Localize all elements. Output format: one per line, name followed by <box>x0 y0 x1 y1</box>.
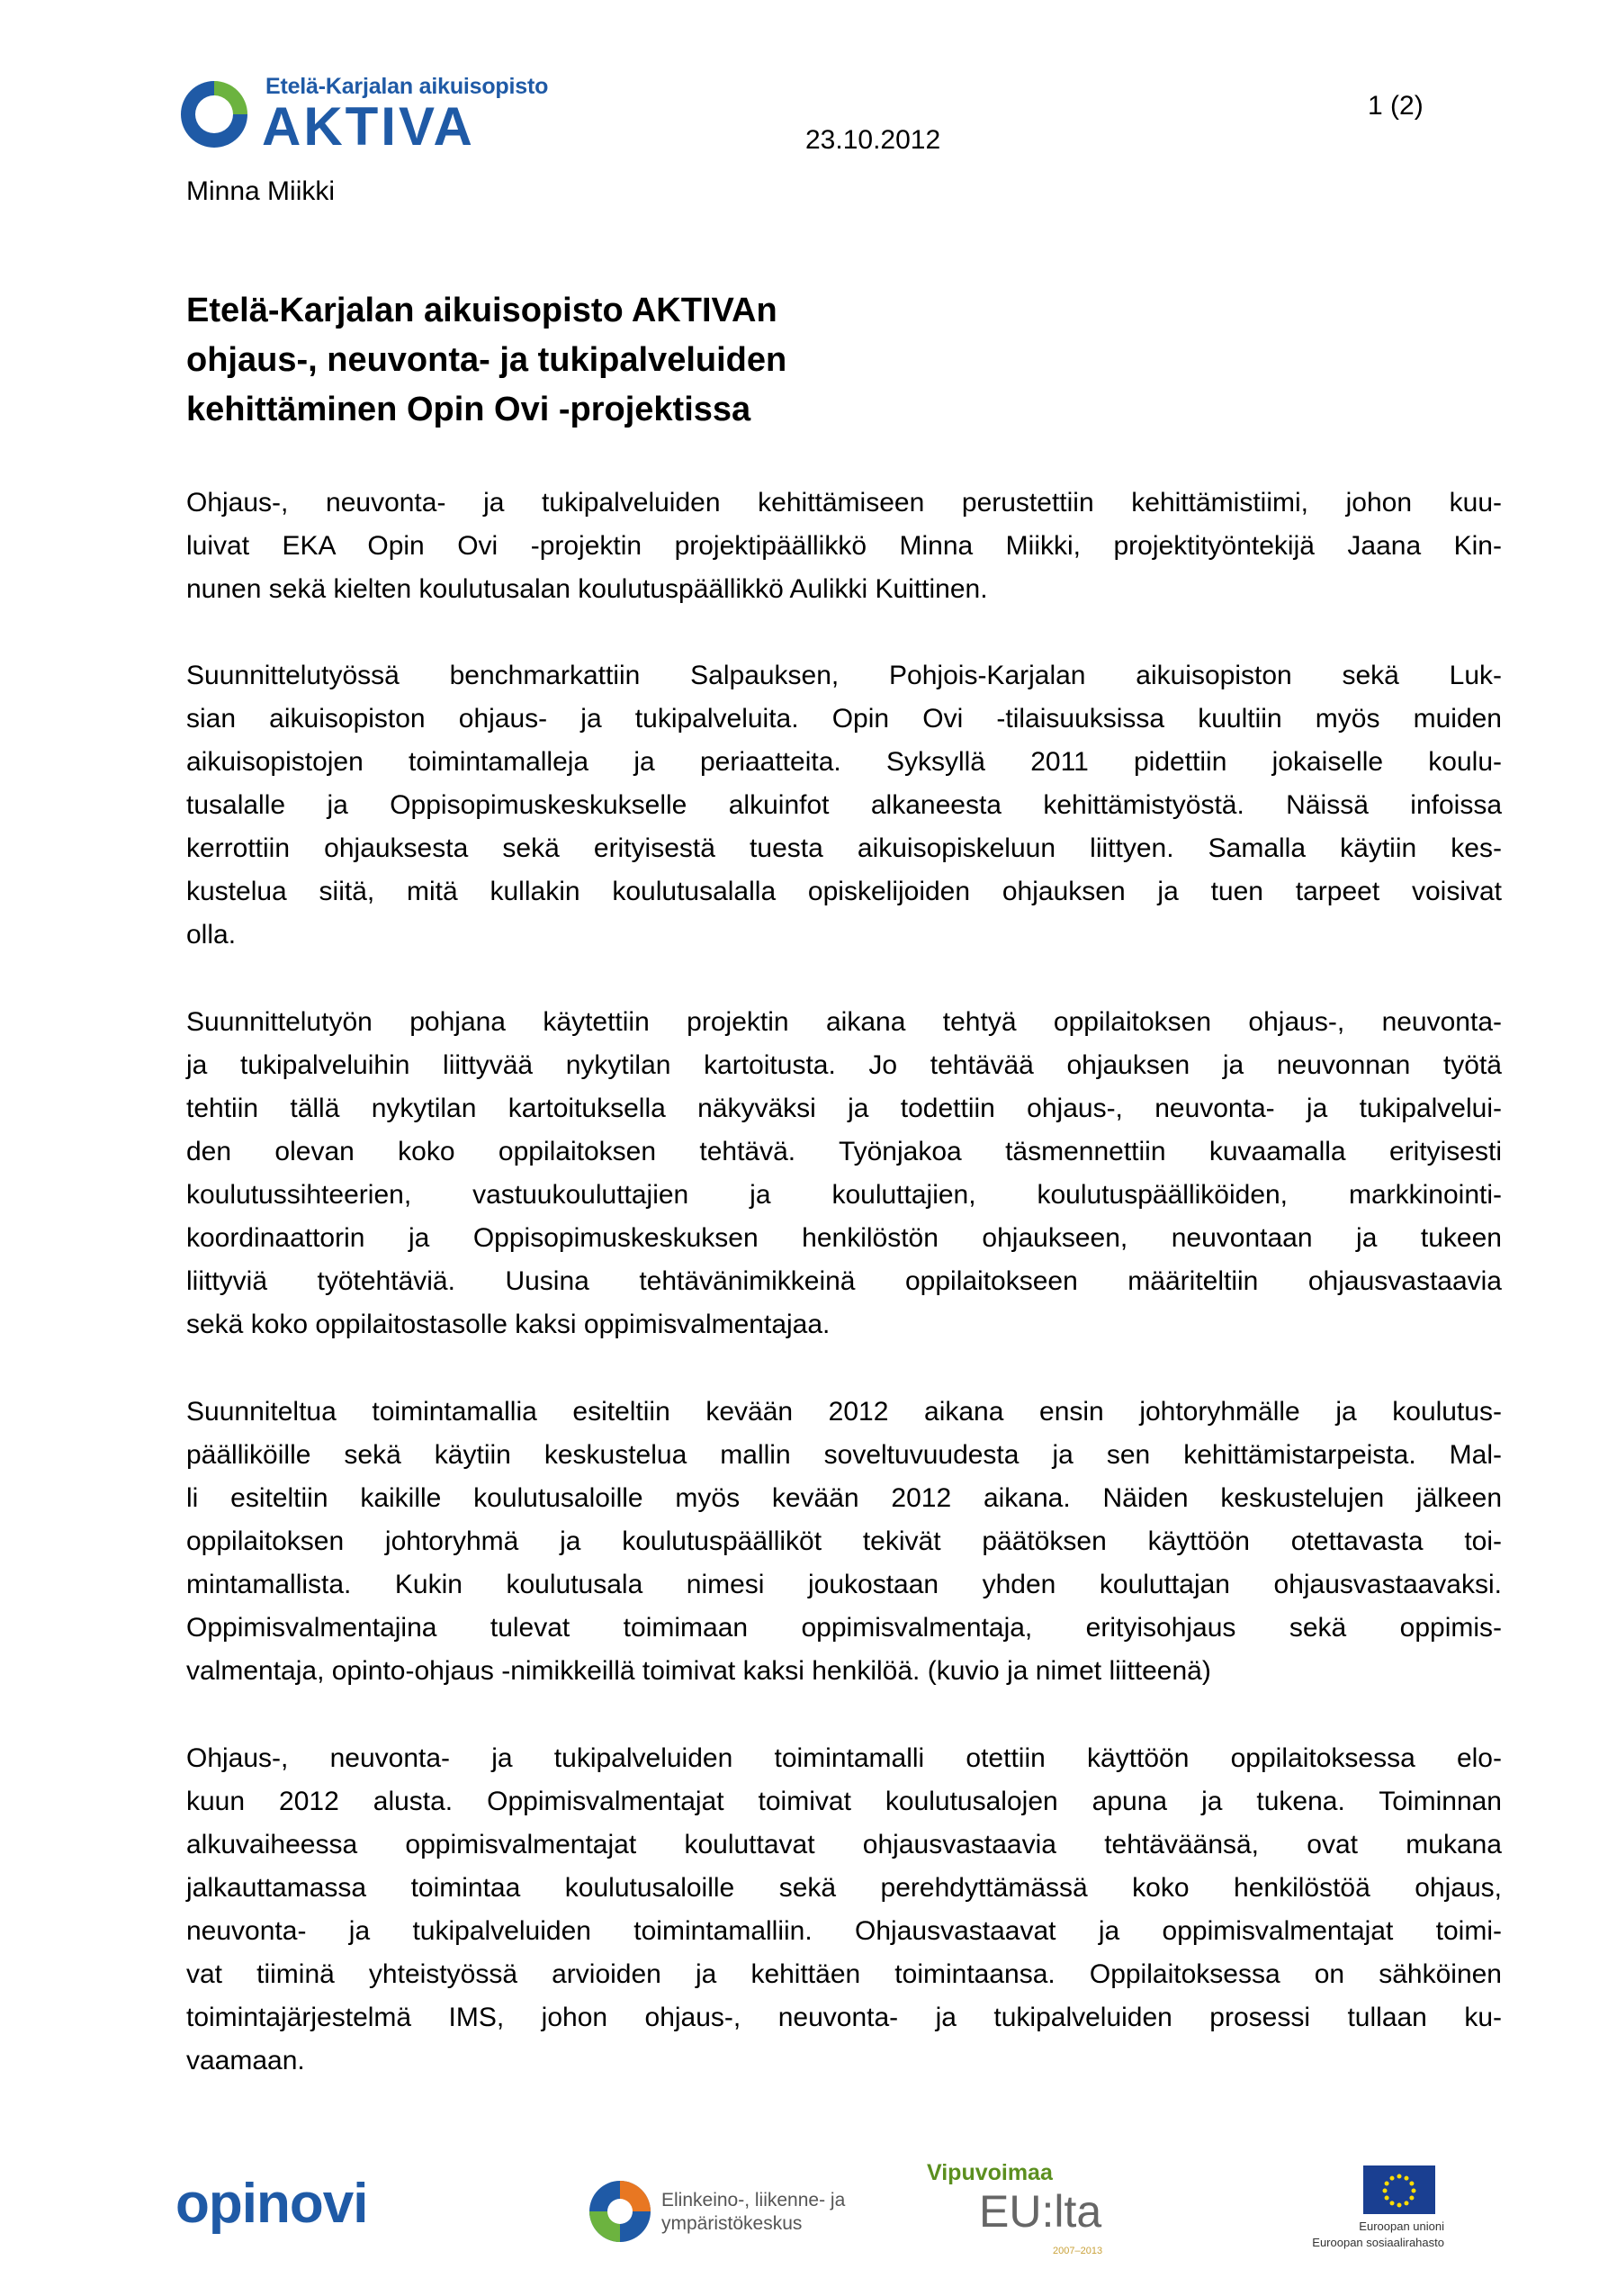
text-line: oppilaitoksen johtoryhmä ja koulutuspäälliköt tekivät päätöksen käyttöön otettavasta toi- <box>186 1526 1502 1556</box>
text-line: päälliköille sekä käytiin keskustelua mallin soveltuvuudesta ja sen kehittämistarpeista. Mal- <box>186 1440 1502 1470</box>
text-line: koulutussihteerien, vastuukouluttajien ja kouluttajien, koulutuspäälliköiden, markkinointi- <box>186 1180 1502 1210</box>
text-line: valmentaja, opinto-ohjaus -nimikkeillä toimivat kaksi henkilöä. (kuvio ja nimet liitteenä) <box>186 1656 1211 1686</box>
title-line: kehittäminen Opin Ovi -projektissa <box>186 391 751 428</box>
eu-esr-logo <box>1282 2165 1444 2264</box>
vipuvoimaa-text: Vipuvoimaa <box>927 2160 1053 2185</box>
opinovi-logo-text: opinovi <box>175 2173 368 2235</box>
eu-caption: Euroopan unioni <box>1359 2219 1444 2233</box>
aktiva-logo <box>175 74 549 164</box>
text-line: nunen sekä kielten koulutusalan koulutuspäällikkö Aulikki Kuittinen. <box>186 574 988 604</box>
text-line: mintamallista. Kukin koulutusala nimesi joukostaan yhden kouluttajan ohjausvastaavaksi. <box>186 1570 1502 1599</box>
text-line: tehtiin tällä nykytilan kartoituksella näkyväksi ja todettiin ohjaus-, neuvonta- ja tukipalvelui- <box>186 1094 1502 1123</box>
ely-centre-logo <box>587 2176 884 2248</box>
program-years: 2007–2013 <box>1053 2246 1103 2256</box>
author-name: Minna Miikki <box>186 176 336 206</box>
text-line: koordinaattorin ja Oppisopimuskeskuksen henkilöstön ohjaukseen, neuvontaan ja tukeen <box>186 1223 1502 1253</box>
text-line: Ohjaus-, neuvonta- ja tukipalveluiden toimintamalli otettiin käyttöön oppilaitoksessa elo- <box>186 1743 1502 1773</box>
paragraph-4 <box>186 1391 1502 1693</box>
ely-logo-mark <box>587 2178 653 2245</box>
page-number: 1 (2) <box>1368 91 1424 121</box>
text-line: luivat EKA Opin Ovi -projektin projektipäällikkö Minna Miikki, projektityöntekijä Jaana Kin- <box>186 531 1502 561</box>
paragraph-3 <box>186 1001 1502 1346</box>
text-line: neuvonta- ja tukipalveluiden toimintamalliin. Ohjausvastaavat ja oppimisvalmentajat toimi- <box>186 1916 1502 1946</box>
title-line: ohjaus-, neuvonta- ja tukipalveluiden <box>186 341 787 379</box>
text-line: vat tiiminä yhteistyössä arvioiden ja kehittäen toimintaansa. Oppilaitoksessa on sähköinen <box>186 1959 1502 1989</box>
text-line: ja tukipalveluihin liittyvää nykytilan kartoitusta. Jo tehtävää ohjauksen ja neuvonnan työtä <box>186 1050 1502 1080</box>
text-line: Suunnittelutyössä benchmarkattiin Salpauksen, Pohjois-Karjalan aikuisopiston sekä Luk- <box>186 661 1502 690</box>
text-line: den olevan koko oppilaitoksen tehtävä. Työnjakoa täsmennettiin kuvaamalla erityisesti <box>186 1137 1502 1166</box>
text-line: vaamaan. <box>186 2046 305 2075</box>
opinovi-logo <box>175 2171 427 2243</box>
logo-tagline: Etelä-Karjalan aikuisopisto <box>265 74 549 99</box>
paragraph-1 <box>186 482 1502 611</box>
text-line: olla. <box>186 920 237 950</box>
text-line: Suunniteltua toimintamallia esiteltiin kevään 2012 aikana ensin johtoryhmälle ja koulutus- <box>186 1397 1502 1427</box>
text-line: alkuvaiheessa oppimisvalmentajat kouluttavat ohjausvastaavia tehtäväänsä, ovat mukana <box>186 1830 1502 1859</box>
text-line: toimintajärjestelmä IMS, johon ohjaus-, neuvonta- ja tukipalveluiden prosessi tullaan ku- <box>186 2003 1502 2032</box>
text-line: tusalalle ja Oppisopimuskeskukselle alkuinfot alkaneesta kehittämistyöstä. Näissä infoissa <box>186 790 1502 820</box>
paragraph-2 <box>186 654 1502 957</box>
text-line: sian aikuisopiston ohjaus- ja tukipalveluita. Opin Ovi -tilaisuuksissa kuultiin myös muiden <box>186 704 1502 734</box>
eu-flag-icon <box>1363 2165 1435 2214</box>
ely-line: ympäristökeskus <box>661 2213 803 2234</box>
title-line: Etelä-Karjalan aikuisopisto AKTIVAn <box>186 292 777 329</box>
text-line: Oppimisvalmentajina tulevat toimimaan oppimisvalmentaja, erityisohjaus sekä oppimis- <box>186 1613 1502 1643</box>
logo-name: AKTIVA <box>262 96 475 157</box>
text-line: sekä koko oppilaitostasolle kaksi oppimisvalmentajaa. <box>186 1310 831 1339</box>
text-line: Ohjaus-, neuvonta- ja tukipalveluiden kehittämiseen perustettiin kehittämistiimi, johon kuu- <box>186 488 1502 518</box>
text-line: jalkauttamassa toimintaa koulutusaloille sekä perehdyttämässä koko henkilöstöä ohjaus, <box>186 1873 1502 1903</box>
text-line: kuun 2012 alusta. Oppimisvalmentajat toimivat koulutusalojen apuna ja tukena. Toiminnan <box>186 1787 1502 1816</box>
eulta-text: EU:lta <box>979 2186 1102 2237</box>
text-line: liittyviä työtehtäviä. Uusina tehtävänimikkeinä oppilaitokseen määriteltiin ohjausvastaavia <box>186 1266 1502 1296</box>
text-line: aikuisopistojen toimintamalleja ja periaatteita. Syksyllä 2011 pidettiin jokaiselle koulu- <box>186 747 1502 777</box>
paragraph-5 <box>186 1737 1502 2083</box>
esr-caption: Euroopan sosiaalirahasto <box>1312 2236 1444 2249</box>
text-line: li esiteltiin kaikille koulutusaloille myös kevään 2012 aikana. Näiden keskustelujen jälkeen <box>186 1483 1502 1513</box>
text-line: Suunnittelutyön pohjana käytettiin projektin aikana tehtyä oppilaitoksen ohjaus-, neuvonta- <box>186 1007 1502 1037</box>
document-title <box>186 286 1086 435</box>
ely-line: Elinkeino-, liikenne- ja <box>661 2190 846 2210</box>
eu-stars-icon <box>1363 2165 1435 2214</box>
vipuvoimaa-logo <box>927 2160 1134 2259</box>
aktiva-logo-mark <box>175 76 253 153</box>
text-line: kustelua siitä, mitä kullakin koulutusalalla opiskelijoiden ohjauksen ja tuen tarpeet voisivat <box>186 877 1502 906</box>
document-date: 23.10.2012 <box>805 125 941 155</box>
text-line: kerrottiin ohjauksesta sekä erityisestä tuesta aikuisopiskeluun liittyen. Samalla käytiin kes- <box>186 833 1502 863</box>
ely-logo-text <box>661 2189 845 2236</box>
